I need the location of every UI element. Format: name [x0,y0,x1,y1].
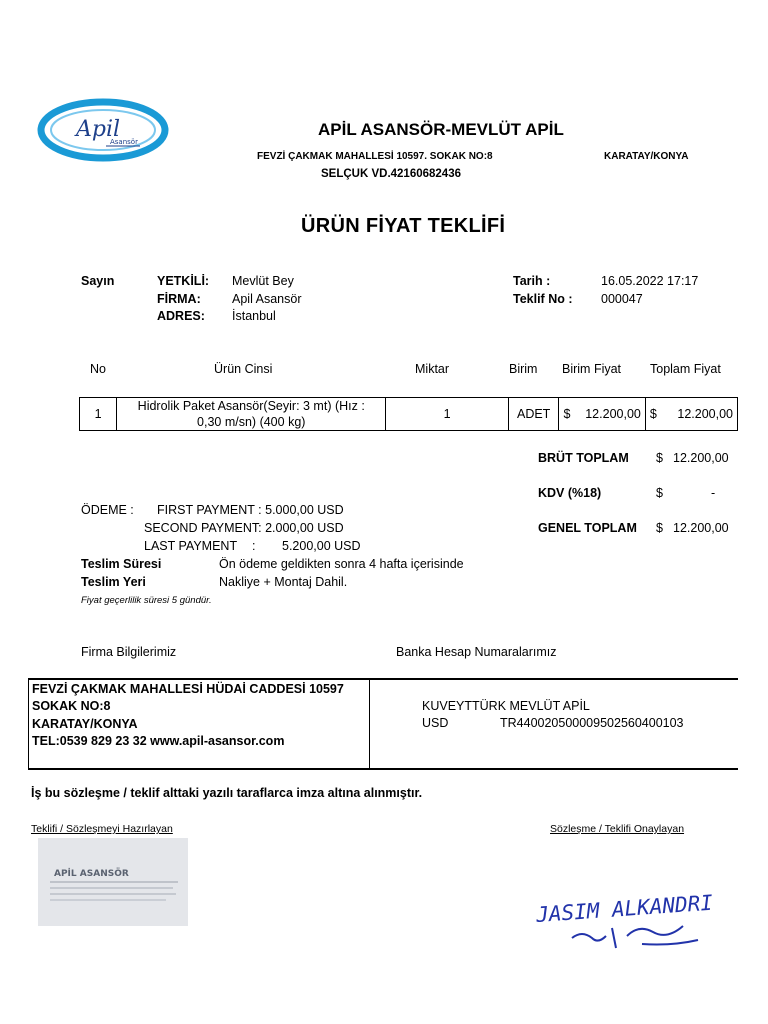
teslim-yeri-label: Teslim Yeri [81,575,146,589]
last-payment-value: 5.200,00 USD [282,539,361,553]
teslim-suresi-value: Ön ödeme geldikten sonra 4 hafta içerisinde [219,557,464,571]
last-payment-sep: : [252,539,256,553]
company-address: FEVZİ ÇAKMAK MAHALLESİ 10597. SOKAK NO:8 [257,151,493,162]
signature-name: JASIM ALKANDRI [535,890,714,927]
firm-info-cell [28,680,370,768]
cell-urun [117,398,386,431]
table-row [80,398,738,431]
firma-value: Apil Asansör [232,292,302,306]
company-tax: SELÇUK VD.42160682436 [321,168,461,180]
cell-toplam-fiyat [645,398,737,431]
iban: TR440020500009502560400103 [500,716,684,730]
cell-birim-fiyat [559,398,645,431]
firm-line-3: KARATAY/KONYA [32,717,138,731]
stamp-text: APİL ASANSÖR [54,869,129,879]
company-title: APİL ASANSÖR-MEVLÜT APİL [318,120,564,139]
firma-label: FİRMA: [157,292,201,306]
validity-note: Fiyat geçerlilik süresi 5 gündür. [81,595,212,606]
kdv-currency: $ [656,486,663,500]
urun-line2: 0,30 m/sn) (400 kg) [197,415,306,429]
teklif-no-value: 000047 [601,292,643,306]
sayin-label: Sayın [81,274,115,288]
yetkili-value: Mevlüt Bey [232,274,294,288]
approver-label: Sözleşme / Teklifi Onaylayan [550,823,685,835]
firm-line-4: TEL:0539 829 23 32 www.apil-asansor.com [32,734,285,748]
col-header-toplam-fiyat: Toplam Fiyat [650,362,721,376]
first-payment: FIRST PAYMENT : 5.000,00 USD [157,503,344,517]
firma-bilgileri-label: Firma Bilgilerimiz [81,645,177,659]
tarih-label: Tarih : [513,274,551,288]
yetkili-label: YETKİLİ: [157,274,210,288]
logo-subtext: Asansör [110,138,138,146]
col-header-birim-fiyat: Birim Fiyat [562,362,622,376]
bank-currency: USD [422,716,449,730]
items-table [79,397,738,431]
adres-value: İstanbul [232,309,276,323]
banka-label: Banka Hesap Numaralarımız [396,645,557,659]
handwritten-signature [532,858,722,978]
brut-currency: $ [656,451,663,465]
currency-symbol: $ [563,407,571,421]
company-city: KARATAY/KONYA [604,151,689,162]
col-header-no: No [90,362,106,376]
kdv-label: KDV (%18) [538,486,602,500]
teslim-yeri-value: Nakliye + Montaj Dahil. [219,575,348,589]
brut-toplam-value: 12.200,00 [673,451,729,465]
firm-line-2: SOKAK NO:8 [32,699,111,713]
firm-line-1: FEVZİ ÇAKMAK MAHALLESİ HÜDAİ CADDESİ 10597 [32,682,344,696]
col-header-urun: Ürün Cinsi [214,362,273,376]
cell-miktar: 1 [386,398,508,431]
bank-name: KUVEYTTÜRK MEVLÜT APİL [422,699,590,713]
col-header-birim: Birim [509,362,538,376]
firm-bank-box [28,678,738,770]
document-title: ÜRÜN FİYAT TEKLİFİ [301,215,506,237]
urun-line1: Hidrolik Paket Asansör(Seyir: 3 mt) (Hız : [137,399,365,413]
company-stamp-image [38,838,188,926]
genel-toplam-value: 12.200,00 [673,521,729,535]
company-logo [36,94,170,166]
brut-toplam-label: BRÜT TOPLAM [538,451,629,465]
col-header-miktar: Miktar [415,362,450,376]
kdv-value: - [711,486,716,500]
preparer-label: Teklifi / Sözleşmeyi Hazırlayan [31,823,173,835]
teklif-no-label: Teklif No : [513,292,573,306]
teslim-suresi-label: Teslim Süresi [81,557,162,571]
cell-no: 1 [80,398,117,431]
cell-birim: ADET [508,398,559,431]
adres-label: ADRES: [157,309,205,323]
genel-toplam-label: GENEL TOPLAM [538,521,637,535]
odeme-label: ÖDEME : [81,503,134,517]
agreement-text: İş bu sözleşme / teklif alttaki yazılı taraflarca imza altına alınmıştır. [31,786,423,800]
last-payment-label: LAST PAYMENT [144,539,238,553]
birim-fiyat-value: 12.200,00 [585,407,641,421]
second-payment: SECOND PAYMENT: 2.000,00 USD [144,521,344,535]
toplam-fiyat-value: 12.200,00 [677,407,733,421]
genel-currency: $ [656,521,663,535]
currency-symbol: $ [649,407,657,421]
logo-text: Apil [76,117,121,142]
tarih-value: 16.05.2022 17:17 [601,274,699,288]
